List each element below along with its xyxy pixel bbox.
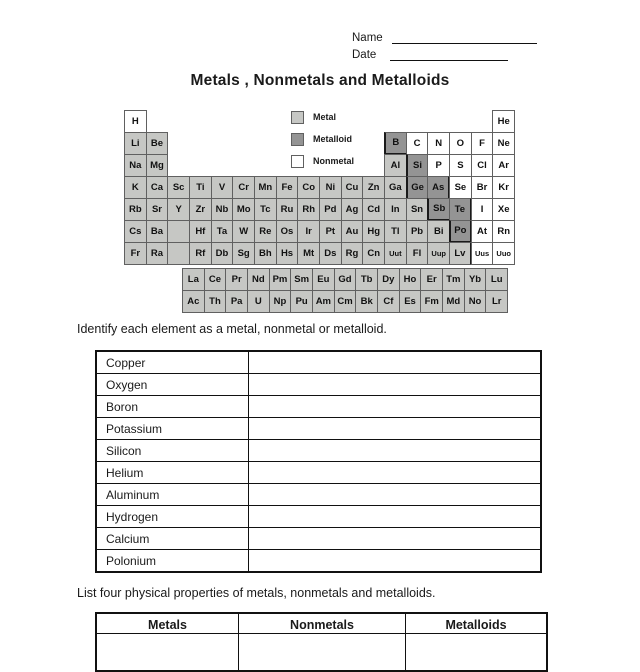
element-symbol: Se	[454, 181, 467, 193]
element-name-label: Copper	[97, 352, 249, 373]
element-symbol: F	[479, 137, 485, 149]
element-symbol: Sc	[172, 181, 185, 193]
element-cell-nb	[211, 198, 234, 221]
legend-label-metalloid: Metalloid	[313, 134, 353, 144]
element-cell-c	[406, 132, 429, 155]
element-cell-uuo	[492, 242, 515, 265]
answer-cell[interactable]	[249, 550, 540, 571]
element-cell-i	[471, 198, 494, 221]
element-cell-pd	[319, 198, 342, 221]
element-symbol: Ru	[280, 203, 294, 215]
element-cell-sb	[427, 198, 450, 221]
element-cell-ho	[399, 268, 422, 291]
element-symbol: Bh	[259, 247, 272, 259]
properties-answer-cell[interactable]	[406, 633, 546, 670]
element-symbol: Zr	[195, 203, 206, 215]
element-cell-dy	[377, 268, 400, 291]
element-cell-fe	[276, 176, 299, 199]
metalloid-swatch-icon	[291, 133, 304, 146]
element-cell-hf	[189, 220, 212, 243]
element-cell-ni	[319, 176, 342, 199]
element-cell-uup	[427, 242, 450, 265]
identify-row-hydrogen	[97, 506, 540, 528]
element-cell-xe	[492, 198, 515, 221]
element-symbol: Hf	[195, 225, 206, 237]
element-symbol: Ca	[150, 181, 164, 193]
element-symbol: Pb	[410, 225, 424, 237]
element-symbol: P	[435, 159, 442, 171]
element-symbol: V	[218, 181, 226, 193]
element-symbol: Cs	[129, 225, 142, 237]
element-symbol: Cr	[238, 181, 249, 193]
element-cell-te	[449, 198, 472, 221]
element-symbol: Sn	[410, 203, 424, 215]
element-name-label: Calcium	[97, 528, 249, 549]
element-cell-md	[442, 290, 465, 313]
element-cell-no	[464, 290, 487, 313]
element-symbol: B	[392, 137, 400, 149]
element-cell-db	[211, 242, 234, 265]
element-symbol: Np	[273, 295, 287, 307]
element-symbol: Hs	[280, 247, 294, 259]
element-cell-sr	[146, 198, 169, 221]
element-symbol: Pt	[325, 225, 336, 237]
element-symbol: Co	[302, 181, 316, 193]
name-input-line[interactable]	[392, 31, 537, 44]
element-cell-tb	[355, 268, 378, 291]
element-symbol: Cn	[367, 247, 381, 259]
metal-swatch-icon	[291, 111, 304, 124]
element-symbol: Pa	[230, 295, 243, 307]
element-cell-sg	[232, 242, 255, 265]
element-symbol: Md	[446, 295, 461, 307]
answer-cell[interactable]	[249, 396, 540, 417]
element-symbol: Te	[454, 203, 466, 215]
properties-header: Metals	[148, 617, 187, 632]
identify-row-boron	[97, 396, 540, 418]
element-cell-o	[449, 132, 472, 155]
element-symbol: Rn	[497, 225, 511, 237]
element-cell-w	[232, 220, 255, 243]
properties-header: Nonmetals	[290, 617, 354, 632]
element-cell-k	[124, 176, 147, 199]
element-symbol: Cl	[477, 159, 487, 171]
element-symbol: Sm	[294, 273, 310, 285]
element-symbol: Ce	[208, 273, 222, 285]
answer-cell[interactable]	[249, 418, 540, 439]
element-name-label: Boron	[97, 396, 249, 417]
element-cell-bk	[355, 290, 378, 313]
element-cell-ba	[146, 220, 169, 243]
element-cell-se	[449, 176, 472, 199]
element-cell-bi	[427, 220, 450, 243]
element-symbol: Sb	[433, 203, 446, 215]
element-symbol: Bk	[360, 295, 373, 307]
properties-table	[95, 612, 548, 672]
element-symbol: In	[391, 203, 400, 215]
answer-cell[interactable]	[249, 374, 540, 395]
element-symbol: Uut	[389, 248, 402, 258]
element-symbol: Ge	[411, 181, 424, 193]
element-cell-ag	[341, 198, 364, 221]
nonmetal-swatch-icon	[291, 155, 304, 168]
element-symbol: Lu	[490, 273, 503, 285]
element-symbol: As	[432, 181, 445, 193]
legend-item-metal	[291, 110, 336, 124]
properties-column-nonmetals	[239, 614, 406, 670]
element-cell-np	[269, 290, 292, 313]
element-symbol: W	[239, 225, 249, 237]
element-cell-sn	[406, 198, 429, 221]
element-symbol: Lv	[454, 247, 466, 259]
element-cell-na	[124, 154, 147, 177]
legend-item-nonmetal	[291, 154, 354, 168]
properties-header: Metalloids	[445, 617, 507, 632]
element-cell-cf	[377, 290, 400, 313]
element-symbol: Ga	[389, 181, 402, 193]
answer-cell[interactable]	[249, 528, 540, 549]
element-cell-ca	[146, 176, 169, 199]
element-cell-eu	[312, 268, 335, 291]
answer-cell[interactable]	[249, 484, 540, 505]
element-symbol: Fe	[281, 181, 293, 193]
element-symbol: K	[131, 181, 139, 193]
element-symbol: Ba	[150, 225, 164, 237]
legend-item-metalloid	[291, 132, 352, 146]
element-cell-cr	[232, 176, 255, 199]
element-symbol: O	[456, 137, 465, 149]
element-cell-cu	[341, 176, 364, 199]
element-cell-es	[399, 290, 422, 313]
element-cell-si	[406, 154, 429, 177]
element-name-label: Oxygen	[97, 374, 249, 395]
element-symbol: He	[497, 115, 510, 127]
element-cell-mg	[146, 154, 169, 177]
element-symbol: Ho	[403, 273, 417, 285]
element-cell-ds	[319, 242, 342, 265]
element-symbol: Ni	[325, 181, 336, 193]
element-name-label: Helium	[97, 462, 249, 483]
element-symbol: U	[254, 295, 262, 307]
element-symbol: Yb	[468, 273, 482, 285]
element-symbol: Hg	[367, 225, 381, 237]
element-symbol: Mg	[150, 159, 164, 171]
element-cell-p	[427, 154, 450, 177]
element-cell-mo	[232, 198, 255, 221]
identify-row-silicon	[97, 440, 540, 462]
element-cell-in	[384, 198, 407, 221]
element-name-label: Hydrogen	[97, 506, 249, 527]
element-symbol: Re	[259, 225, 272, 237]
element-cell-cn	[362, 242, 385, 265]
properties-answer-cell[interactable]	[97, 633, 238, 670]
element-cell-as	[427, 176, 450, 199]
answer-cell[interactable]	[249, 352, 540, 373]
properties-column-metals	[97, 614, 239, 670]
identify-row-polonium	[97, 550, 540, 571]
element-symbol: Li	[131, 137, 140, 149]
element-cell-rn	[492, 220, 515, 243]
identify-row-oxygen	[97, 374, 540, 396]
element-cell-ga	[384, 176, 407, 199]
name-label: Name	[352, 32, 383, 44]
element-symbol: Rh	[302, 203, 316, 215]
element-cell-ce	[204, 268, 227, 291]
element-name-label: Aluminum	[97, 484, 249, 505]
element-symbol: Si	[413, 159, 423, 171]
element-symbol: Tb	[360, 273, 373, 285]
element-cell-pa	[225, 290, 248, 313]
element-cell-ar	[492, 154, 515, 177]
page-title: Metals , Nonmetals and Metalloids	[190, 72, 450, 89]
element-symbol: Bi	[433, 225, 444, 237]
element-cell-tm	[442, 268, 465, 291]
element-symbol: Tc	[260, 203, 271, 215]
element-cell-fl	[406, 242, 429, 265]
element-cell-la	[182, 268, 205, 291]
element-cell-tc	[254, 198, 277, 221]
element-symbol: Nd	[251, 273, 265, 285]
element-symbol: Cf	[383, 295, 394, 307]
element-symbol: Mt	[303, 247, 315, 259]
element-symbol: Ar	[498, 159, 509, 171]
element-cell-co	[297, 176, 320, 199]
element-cell-pu	[290, 290, 313, 313]
element-symbol: Cm	[337, 295, 353, 307]
element-symbol: Fl	[412, 247, 422, 259]
element-cell-ru	[276, 198, 299, 221]
element-cell-cd	[362, 198, 385, 221]
element-symbol: Er	[426, 273, 437, 285]
element-cell-h	[124, 110, 147, 133]
element-name-label: Potassium	[97, 418, 249, 439]
element-symbol: Ta	[216, 225, 228, 237]
element-symbol: Uuo	[496, 248, 511, 258]
element-cell-uut	[384, 242, 407, 265]
element-symbol: Th	[209, 295, 221, 307]
element-name-label: Silicon	[97, 440, 249, 461]
element-cell-ta	[211, 220, 234, 243]
element-symbol: Fr	[130, 247, 141, 259]
element-symbol: Ds	[324, 247, 337, 259]
element-symbol: Dy	[382, 273, 395, 285]
element-symbol: Fm	[424, 295, 439, 307]
element-symbol: Pr	[231, 273, 242, 285]
identify-row-copper	[97, 352, 540, 374]
element-symbol: Sg	[237, 247, 250, 259]
element-symbol: Kr	[498, 181, 509, 193]
answer-cell[interactable]	[249, 440, 540, 461]
element-cell-mt	[297, 242, 320, 265]
element-symbol: Ra	[150, 247, 164, 259]
element-symbol: Cu	[345, 181, 359, 193]
element-symbol: Ac	[187, 295, 200, 307]
element-symbol: Lr	[491, 295, 502, 307]
element-symbol: Al	[390, 159, 401, 171]
date-field-row	[352, 48, 508, 61]
element-cell-bh	[254, 242, 277, 265]
element-symbol: I	[480, 203, 484, 215]
element-symbol: S	[457, 159, 464, 171]
element-symbol: Rb	[128, 203, 142, 215]
element-cell-li	[124, 132, 147, 155]
element-cell-al	[384, 154, 407, 177]
legend-label-metal: Metal	[313, 112, 337, 122]
element-cell-nd	[247, 268, 270, 291]
element-cell-re	[254, 220, 277, 243]
list-instruction: List four physical properties of metals, nonmetals and metalloids.	[77, 586, 436, 600]
element-cell-ir	[297, 220, 320, 243]
legend-label-nonmetal: Nonmetal	[313, 156, 355, 166]
element-symbol: Ir	[305, 225, 312, 237]
element-cell-hs	[276, 242, 299, 265]
element-cell-b	[384, 132, 407, 155]
element-symbol: Ti	[196, 181, 205, 193]
element-cell-sc	[167, 176, 190, 199]
element-symbol: Mo	[236, 203, 251, 215]
date-label: Date	[352, 49, 377, 61]
element-symbol: Br	[476, 181, 488, 193]
element-cell-u	[247, 290, 270, 313]
element-cell-rh	[297, 198, 320, 221]
element-symbol: Nb	[215, 203, 229, 215]
element-symbol: Os	[280, 225, 294, 237]
identify-instruction: Identify each element as a metal, nonmetal or metalloid.	[77, 322, 387, 336]
element-cell-fm	[420, 290, 443, 313]
element-symbol: Cd	[367, 203, 381, 215]
element-cell-cl	[471, 154, 494, 177]
element-symbol: Y	[175, 203, 182, 215]
element-cell-he	[492, 110, 515, 133]
element-cell-tl	[384, 220, 407, 243]
element-cell-pb	[406, 220, 429, 243]
element-symbol: Uup	[431, 248, 446, 258]
element-cell-cs	[124, 220, 147, 243]
identify-row-potassium	[97, 418, 540, 440]
element-cell-s	[449, 154, 472, 177]
element-symbol: Gd	[338, 273, 352, 285]
element-symbol: La	[187, 273, 199, 285]
element-cell-ra	[146, 242, 169, 265]
identify-row-helium	[97, 462, 540, 484]
identify-row-aluminum	[97, 484, 540, 506]
element-symbol: Eu	[317, 273, 330, 285]
element-symbol: N	[435, 137, 443, 149]
empty-cell	[167, 242, 190, 265]
element-symbol: H	[131, 115, 139, 127]
element-cell-n	[427, 132, 450, 155]
element-cell-yb	[464, 268, 487, 291]
element-name-label: Polonium	[97, 550, 249, 571]
element-cell-th	[204, 290, 227, 313]
element-cell-f	[471, 132, 494, 155]
element-symbol: Xe	[497, 203, 510, 215]
element-symbol: Au	[345, 225, 359, 237]
element-cell-pt	[319, 220, 342, 243]
empty-cell	[167, 220, 190, 243]
element-symbol: C	[413, 137, 421, 149]
element-symbol: At	[477, 225, 488, 237]
element-symbol: Rg	[345, 247, 359, 259]
element-symbol: Be	[150, 137, 164, 149]
element-cell-ne	[492, 132, 515, 155]
element-cell-ge	[406, 176, 429, 199]
element-cell-at	[471, 220, 494, 243]
element-symbol: Es	[404, 295, 416, 307]
identify-table	[95, 350, 542, 573]
element-cell-lu	[485, 268, 508, 291]
identify-row-calcium	[97, 528, 540, 550]
element-cell-ac	[182, 290, 205, 313]
properties-answer-cell[interactable]	[239, 633, 405, 670]
element-symbol: Na	[129, 159, 142, 171]
element-symbol: Zn	[367, 181, 380, 193]
element-cell-rg	[341, 242, 364, 265]
element-cell-ti	[189, 176, 212, 199]
element-symbol: Uus	[474, 248, 490, 258]
element-cell-po	[449, 220, 472, 243]
element-cell-er	[420, 268, 443, 291]
element-symbol: Rf	[195, 247, 206, 259]
element-symbol: Ne	[497, 137, 510, 149]
element-symbol: Ag	[345, 203, 359, 215]
element-symbol: Sr	[151, 203, 162, 215]
element-cell-y	[167, 198, 190, 221]
element-cell-zr	[189, 198, 212, 221]
element-cell-pr	[225, 268, 248, 291]
name-field-row	[352, 31, 537, 44]
element-cell-os	[276, 220, 299, 243]
element-cell-mn	[254, 176, 277, 199]
element-symbol: Am	[315, 295, 331, 307]
element-symbol: Po	[454, 225, 467, 237]
element-cell-sm	[290, 268, 313, 291]
element-cell-br	[471, 176, 494, 199]
element-symbol: Tl	[391, 225, 400, 237]
answer-cell[interactable]	[249, 506, 540, 527]
element-symbol: No	[468, 295, 482, 307]
element-cell-au	[341, 220, 364, 243]
element-symbol: Pu	[295, 295, 308, 307]
answer-cell[interactable]	[249, 462, 540, 483]
element-cell-cm	[334, 290, 357, 313]
element-cell-hg	[362, 220, 385, 243]
element-cell-uus	[471, 242, 494, 265]
element-symbol: Db	[215, 247, 229, 259]
element-cell-rf	[189, 242, 212, 265]
element-cell-v	[211, 176, 234, 199]
element-cell-lr	[485, 290, 508, 313]
element-cell-gd	[334, 268, 357, 291]
element-cell-pm	[269, 268, 292, 291]
element-symbol: Pm	[272, 273, 288, 285]
element-cell-be	[146, 132, 169, 155]
element-cell-am	[312, 290, 335, 313]
element-symbol: Mn	[258, 181, 273, 193]
element-cell-kr	[492, 176, 515, 199]
element-cell-rb	[124, 198, 147, 221]
element-cell-lv	[449, 242, 472, 265]
element-symbol: Pd	[324, 203, 337, 215]
element-symbol: Tm	[446, 273, 461, 285]
date-input-line[interactable]	[390, 48, 508, 61]
element-cell-fr	[124, 242, 147, 265]
properties-column-metalloids	[406, 614, 546, 670]
element-cell-zn	[362, 176, 385, 199]
